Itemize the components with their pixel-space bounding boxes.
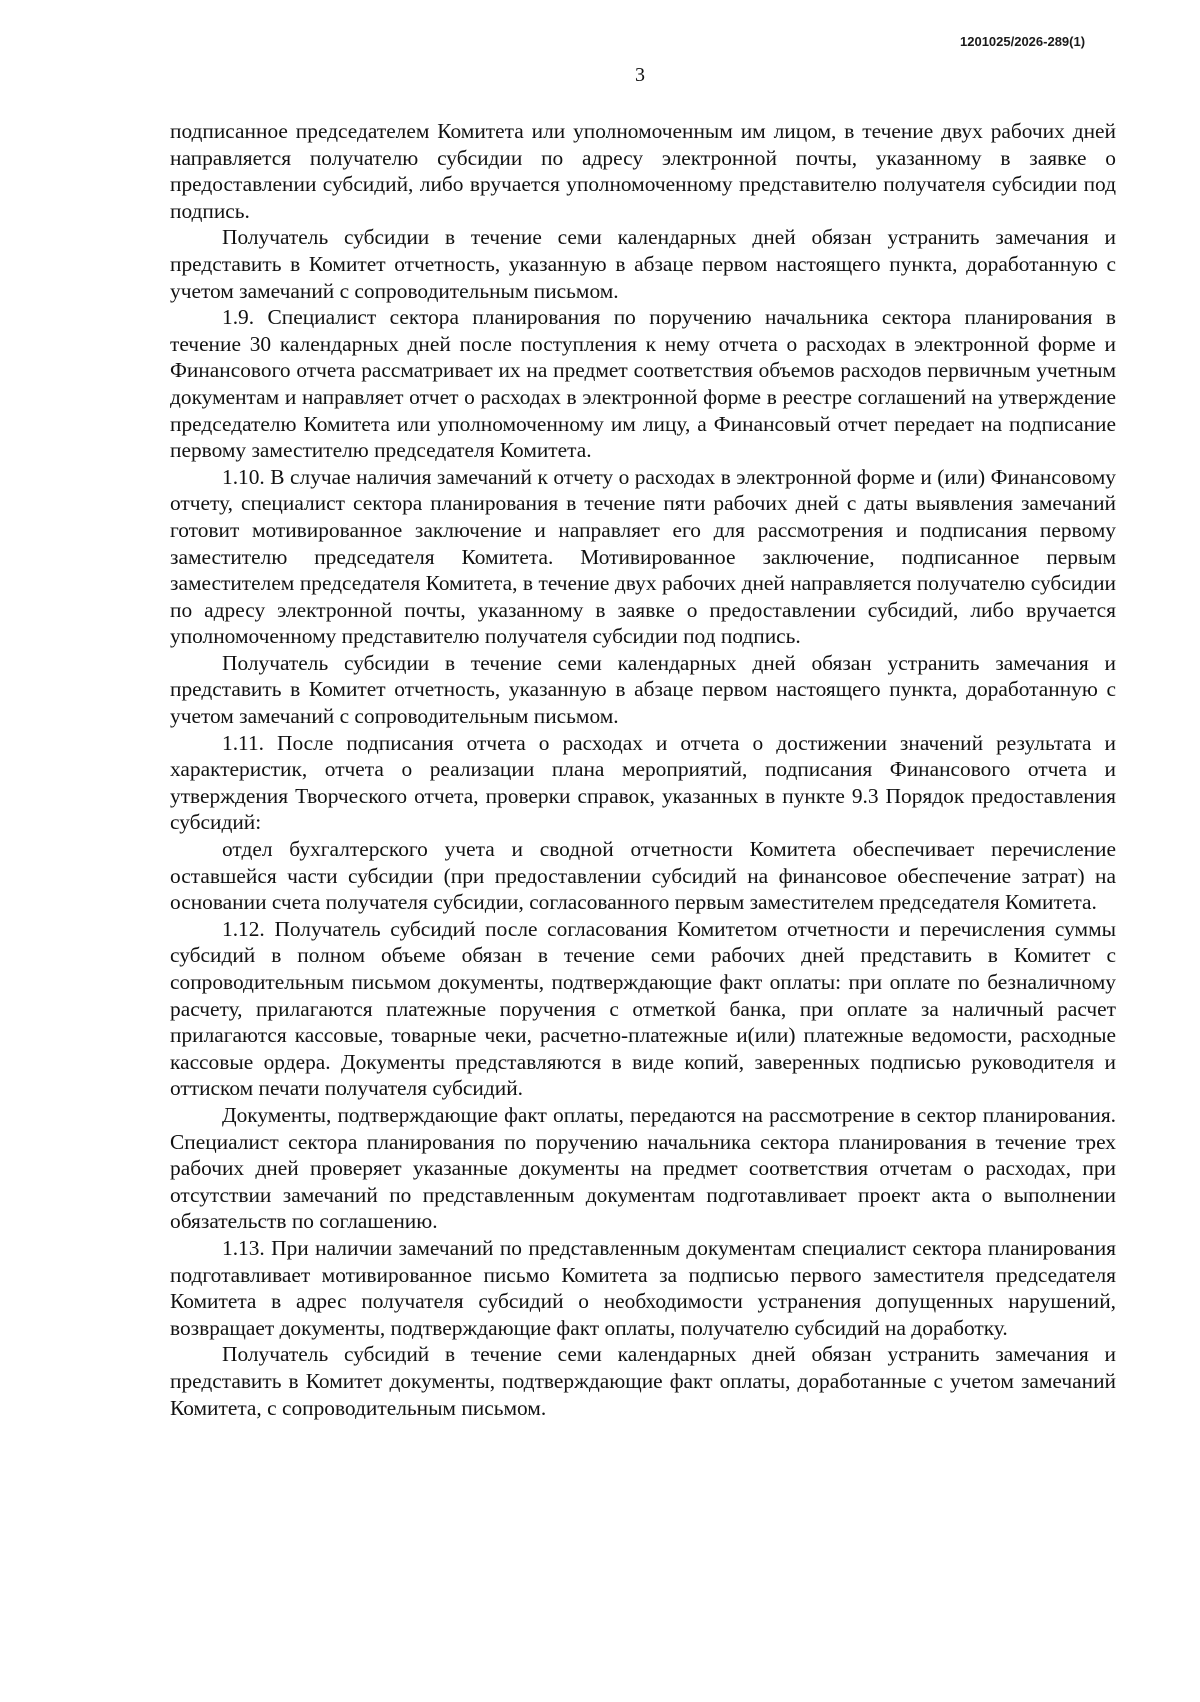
page-number: 3 [635, 64, 645, 86]
paragraph-subitem: отдел бухгалтерского учета и сводной отчетности Комитета обеспечивает перечисление оставшейся части субсидии (при предоставлении субсидий на финансовое обеспечение затрат) на основании счета получателя субсидии, согласованного первым заместителем председателя Комитета. [170, 837, 1116, 915]
paragraph-clause-1-12: 1.12. Получатель субсидий после согласования Комитетом отчетности и перечисления суммы субсидий в полном объеме обязан в течение семи рабочих дней представить в Комитет с сопроводительным письмом документы, подтверждающие факт оплаты: при оплате по безналичному расчету, прилагаются платежные поручения с отметкой банка, при оплате за наличный расчет прилагаются кассовые, товарные чеки, расчетно-платежные и(или) платежные ведомости, расходные кассовые ордера. Документы представляются в виде копий, заверенных подписью руководителя и оттиском печати получателя субсидий. [170, 916, 1116, 1101]
paragraph-clause-1-9: 1.9. Специалист сектора планирования по поручению начальника сектора планирования в течение 30 календарных дней после поступления к нему отчета о расходах в электронной форме и Финансового отчета рассматривает их на предмет соответствия объемов расходов первичным учетным документам и направляет отчет о расходах в электронной форме в реестре соглашений на утверждение председателю Комитета или уполномоченному им лицу, а Финансовый отчет передает на подписание первому заместителю председателя Комитета. [170, 305, 1116, 463]
document-body [170, 118, 1116, 1421]
paragraph: Документы, подтверждающие факт оплаты, передаются на рассмотрение в сектор планирования. Специалист сектора планирования по поручению начальника сектора планирования в течение трех рабочих дней проверяет указанные документы на предмет соответствия отчетам о расходах, при отсутствии замечаний по представленным документам подготавливает проект акта о выполнении обязательств по соглашению. [170, 1102, 1116, 1234]
paragraph: Получатель субсидии в течение семи календарных дней обязан устранить замечания и представить в Комитет отчетность, указанную в абзаце первом настоящего пункта, доработанную с учетом замечаний с сопроводительным письмом. [170, 650, 1116, 729]
paragraph: Получатель субсидии в течение семи календарных дней обязан устранить замечания и представить в Комитет отчетность, указанную в абзаце первом настоящего пункта, доработанную с учетом замечаний с сопроводительным письмом. [170, 225, 1116, 303]
document-registration-code: 1201025/2026-289(1) [960, 34, 1086, 49]
paragraph: Получатель субсидий в течение семи календарных дней обязан устранить замечания и представить в Комитет документы, подтверждающие факт оплаты, доработанные с учетом замечаний Комитета, с сопроводительным письмом. [170, 1342, 1116, 1420]
paragraph-clause-1-11: 1.11. После подписания отчета о расходах и отчета о достижении значений результата и характеристик, отчета о реализации плана мероприятий, подписания Финансового отчета и утверждения Творческого отчета, проверки справок, указанных в пункте 9.3 Порядок предоставления субсидий: [170, 730, 1116, 835]
paragraph-clause-1-13: 1.13. При наличии замечаний по представленным документам специалист сектора планирования подготавливает мотивированное письмо Комитета за подписью первого заместителя председателя Комитета в адрес получателя субсидий о необходимости устранения допущенных нарушений, возвращает документы, подтверждающие факт оплаты, получателю субсидий на доработку. [170, 1235, 1116, 1340]
paragraph-clause-1-10: 1.10. В случае наличия замечаний к отчету о расходах в электронной форме и (или) Финансовому отчету, специалист сектора планирования в течение пяти рабочих дней с даты выявления замечаний готовит мотивированное заключение и направляет его для рассмотрения и подписания первому заместителю председателя Комитета. Мотивированное заключение, подписанное первым заместителем председателя Комитета, в течение двух рабочих дней направляется получателю субсидии по адресу электронной почты, указанному в заявке о предоставлении субсидий, либо вручается уполномоченному представителю получателя субсидии под подпись. [170, 464, 1116, 649]
paragraph-continuation: подписанное председателем Комитета или уполномоченным им лицом, в течение двух рабочих дней направляется получателю субсидии по адресу электронной почты, указанному в заявке о предоставлении субсидий, либо вручается уполномоченному представителю получателя субсидии под подпись. [170, 119, 1116, 223]
